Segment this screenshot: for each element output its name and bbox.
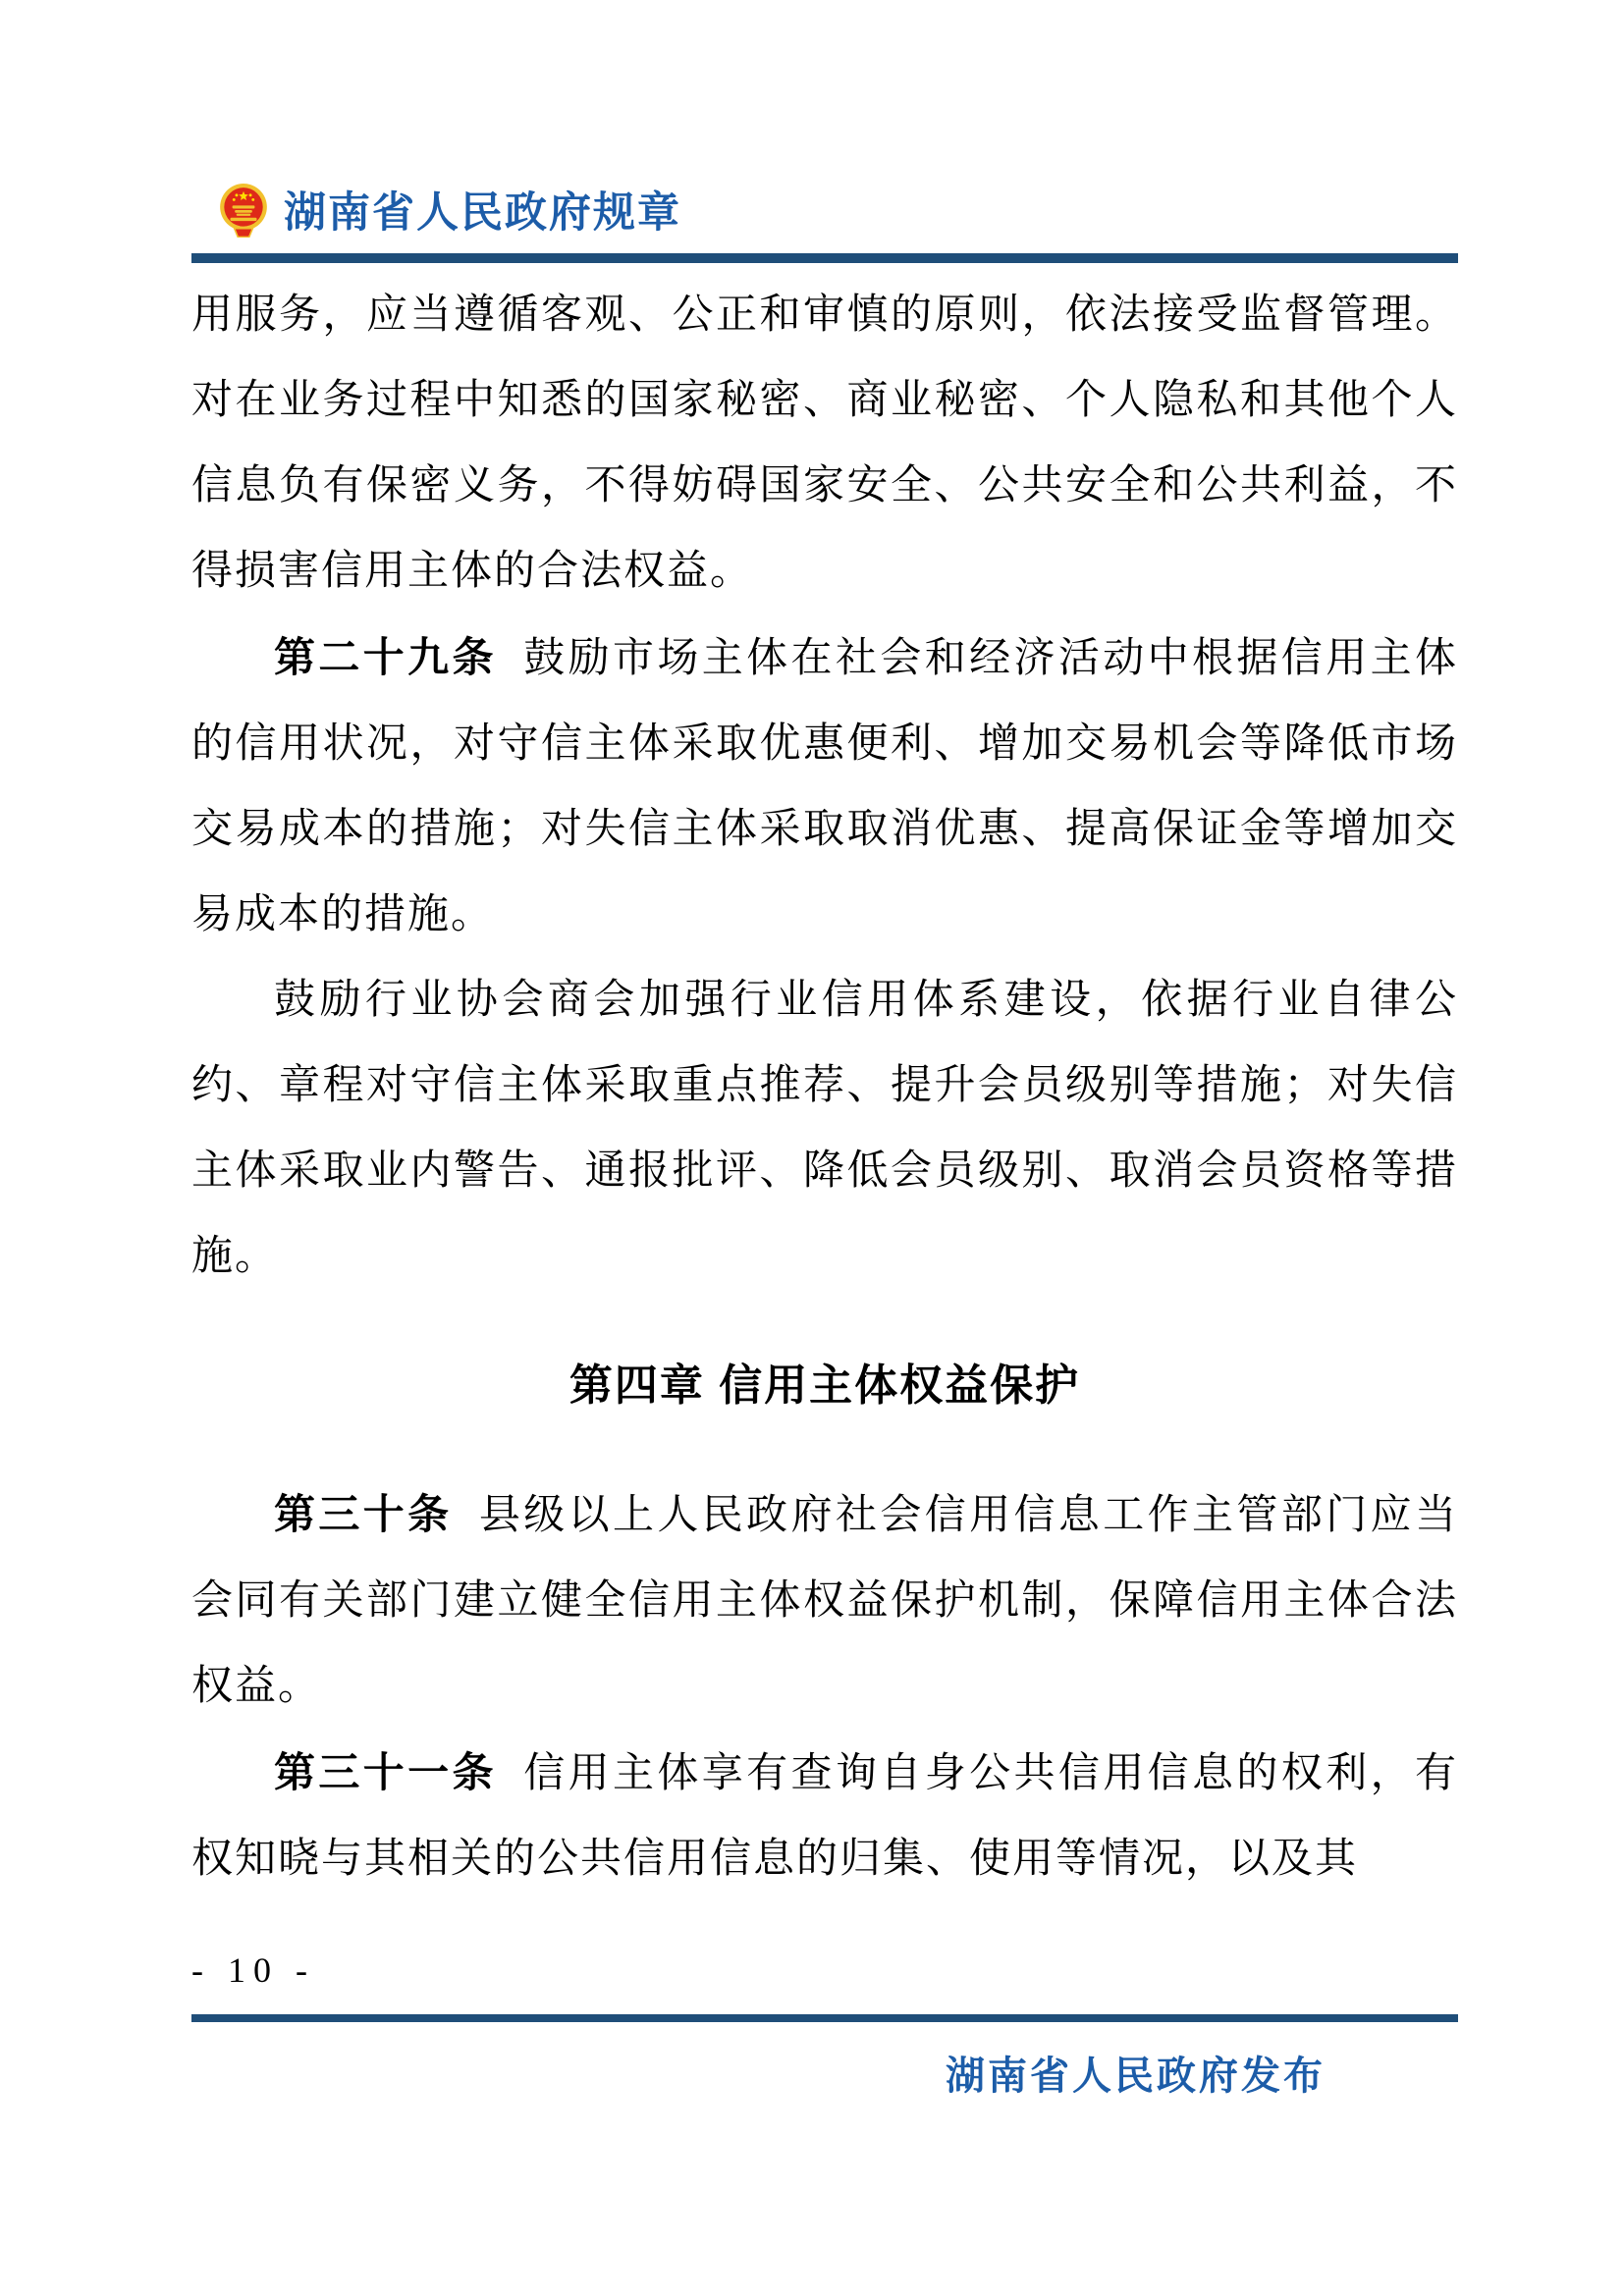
- footer-divider: [191, 2014, 1458, 2022]
- page-number: - 10 -: [191, 1950, 315, 1990]
- paragraph: [191, 614, 1458, 958]
- paragraph-text: 用服务，应当遵循客观、公正和审慎的原则，依法接受监督管理。对在业务过程中知悉的国家秘密、商业秘密、个人隐私和其他个人信息负有保密义务，不得妨碍国家安全、公共安全和公共利益，不得损害信用主体的合法权益。: [191, 293, 1458, 594]
- chapter-heading: 第四章 信用主体权益保护: [568, 1362, 1081, 1410]
- header-divider: [191, 253, 1458, 263]
- page-header: [191, 180, 1458, 263]
- paragraph: [191, 273, 1458, 614]
- national-emblem-icon: [219, 183, 268, 238]
- header-title: 湖南省人民政府规章: [284, 189, 681, 237]
- paragraph-text: 县级以上人民政府社会信用信息工作主管部门应当会同有关部门建立健全信用主体权益保护机制，保障信用主体合法权益。: [191, 1493, 1458, 1709]
- page-footer: [191, 1949, 1458, 2101]
- paragraph: [191, 1730, 1458, 1902]
- paragraph: [191, 958, 1458, 1300]
- article-number: 第三十条: [274, 1491, 453, 1537]
- paragraph-text: 鼓励市场主体在社会和经济活动中根据信用主体的信用状况，对守信主体采取优惠便利、增加交易机会等降低市场交易成本的措施；对失信主体采取取消优惠、提高保证金等增加交易成本的措施。: [191, 636, 1458, 937]
- document-body: [191, 273, 1458, 1902]
- article-number: 第二十九条: [274, 634, 497, 680]
- article-number: 第三十一条: [274, 1749, 497, 1795]
- paragraph-text: 鼓励行业协会商会加强行业信用体系建设，依据行业自律公约、章程对守信主体采取重点推荐、提升会员级别等措施；对失信主体采取业内警告、通报批评、降低会员级别、取消会员资格等措施。: [191, 978, 1458, 1279]
- header-brand: [191, 180, 1458, 240]
- paragraph: [191, 1471, 1458, 1730]
- paragraph-text: 信用主体享有查询自身公共信用信息的权利，有权知晓与其相关的公共信用信息的归集、使用等情况，以及其: [191, 1751, 1458, 1882]
- publisher-label: 湖南省人民政府发布: [946, 2055, 1326, 2098]
